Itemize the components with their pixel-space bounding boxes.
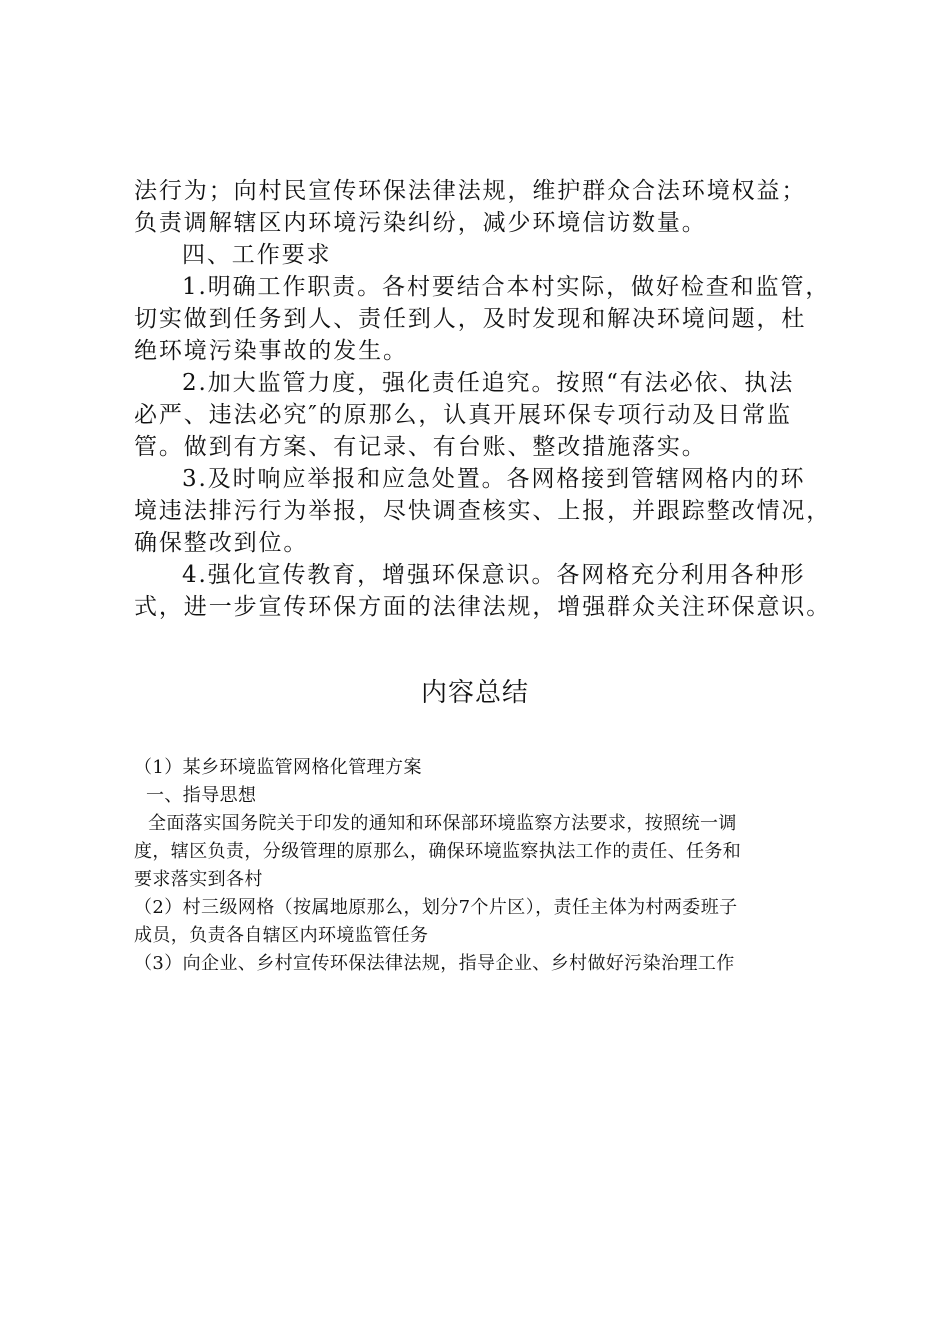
section-heading: 四、工作要求 (182, 242, 332, 268)
body-line: 确保整改到位。 (134, 530, 309, 556)
summary-line: （2）村三级网格（按属地原那么，划分7个片区），责任主体为村两委班子 (134, 897, 738, 918)
body-line: 切实做到任务到人、责任到人，及时发现和解决环境问题，杜 (134, 306, 807, 332)
summary-line: 成员，负责各自辖区内环境监管任务 (134, 925, 429, 946)
body-line: 境违法排污行为举报，尽快调查核实、上报，并跟踪整改情况， (134, 498, 832, 524)
body-line: 2.加大监管力度，强化责任追究。按照“有法必依、执法 (182, 370, 795, 396)
body-line: 必严、违法必究″的原那么，认真开展环保专项行动及日常监 (134, 402, 792, 428)
body-text (134, 175, 832, 623)
body-line: 式，进一步宣传环保方面的法律法规，增强群众关注环保意识。 (134, 594, 832, 620)
summary-line: 全面落实国务院关于印发的通知和环保部环境监察方法要求，按照统一调 (148, 813, 737, 834)
body-line: 管。做到有方案、有记录、有台账、整改措施落实。 (134, 434, 707, 460)
summary-line: （3）向企业、乡村宣传环保法律法规，指导企业、乡村做好污染治理工作 (134, 953, 735, 974)
body-line: 3.及时响应举报和应急处置。各网格接到管辖网格内的环 (182, 466, 806, 492)
body-line: 4.强化宣传教育，增强环保意识。各网格充分利用各种形 (182, 562, 806, 588)
summary-title: 内容总结 (420, 678, 529, 708)
body-line: 1.明确工作职责。各村要结合本村实际，做好检查和监管， (182, 274, 831, 300)
summary-line: （1）某乡环境监管网格化管理方案 (134, 757, 422, 778)
body-line: 法行为；向村民宣传环保法律法规，维护群众合法环境权益； (134, 178, 807, 204)
summary-line: 要求落实到各村 (134, 869, 263, 890)
summary-line: 度，辖区负责，分级管理的原那么，确保环境监察执法工作的责任、任务和 (134, 841, 742, 862)
summary-line: 一、指导思想 (146, 785, 257, 806)
body-line: 负责调解辖区内环境污染纠纷，减少环境信访数量。 (134, 210, 707, 236)
body-line: 绝环境污染事故的发生。 (134, 338, 408, 364)
summary-section (134, 754, 834, 978)
